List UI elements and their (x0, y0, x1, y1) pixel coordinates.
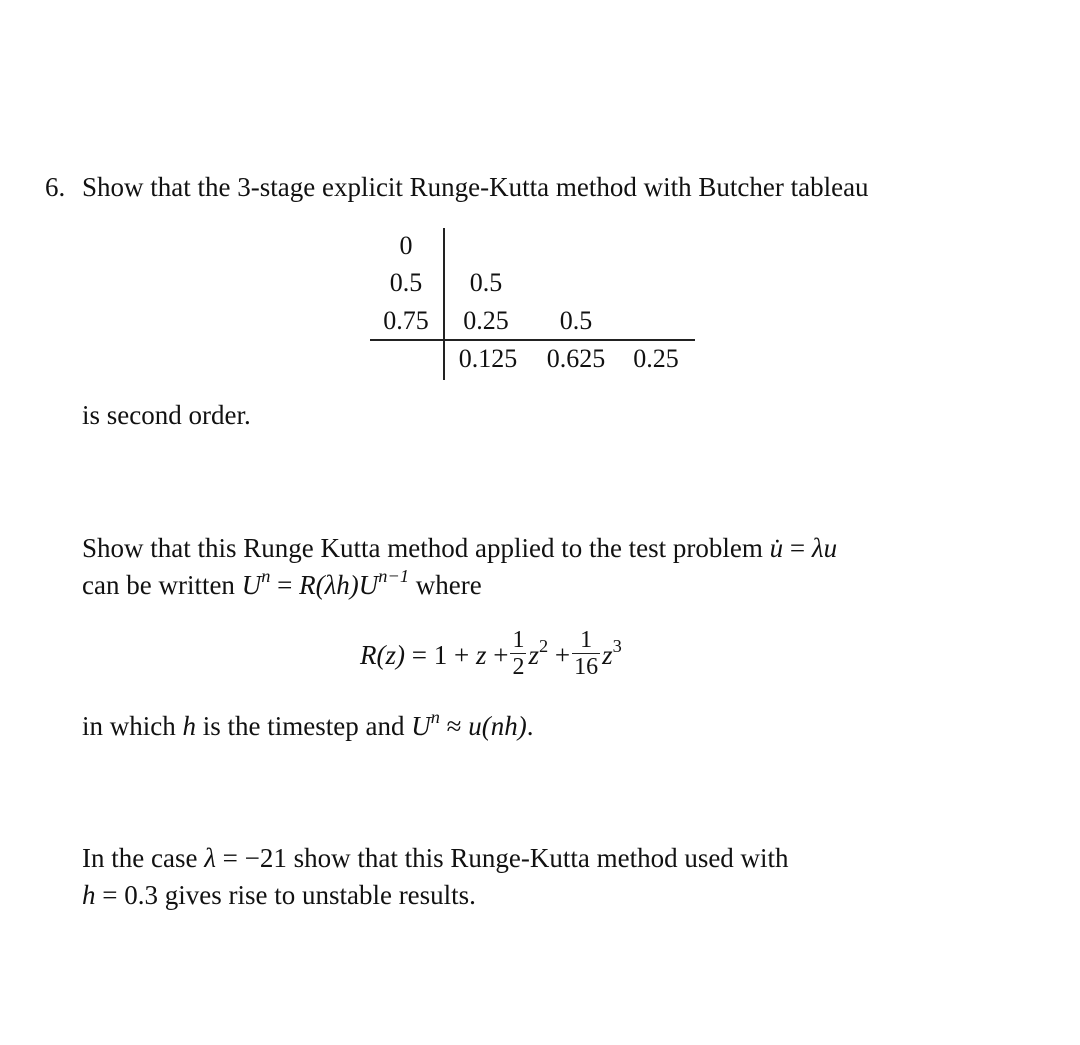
part3-line1 (82, 843, 789, 874)
tableau-a-32: 0.5 (559, 306, 593, 335)
stability-function-formula (360, 628, 622, 684)
u-of-nh: u(nh) (468, 711, 527, 741)
fraction-one-half (510, 627, 526, 680)
tableau-horizontal-rule (370, 339, 695, 341)
formula-lhs: R(z) (360, 640, 405, 670)
formula-z: z (475, 640, 487, 670)
U-superscript-nm1: n−1 (378, 566, 410, 587)
formula-const: 1 + (433, 640, 470, 670)
h-eq: = (102, 880, 118, 910)
part2-line1-text: Show that this Runge Kutta method applied to the test problem (82, 533, 763, 563)
frac1-numerator: 1 (512, 627, 525, 654)
part2-line1 (82, 533, 837, 564)
h-symbol: h (182, 711, 196, 741)
frac1-denominator: 2 (512, 654, 525, 681)
U-symbol: U (241, 570, 262, 600)
formula-plus-2: + (554, 640, 571, 670)
test-problem-eq: = (789, 533, 806, 563)
frac2-numerator: 1 (572, 627, 600, 654)
line3-text-a: in which (82, 711, 176, 741)
part3-text-a: In the case (82, 843, 198, 873)
z3-exponent: 3 (612, 636, 622, 657)
z2-base: z (528, 640, 539, 670)
problem-number: 6. (45, 172, 66, 202)
fraction-one-sixteenth (572, 627, 600, 680)
z2-exponent: 2 (538, 636, 549, 657)
tableau-c-2: 0.5 (389, 268, 423, 297)
R-lambda-h-U: R(λh)U (299, 570, 379, 600)
part2-line2-text: can be written (82, 570, 235, 600)
frac2-denominator: 16 (574, 654, 599, 681)
test-problem-lhs: u̇ (769, 533, 784, 563)
part3-line2-text: gives rise to unstable results. (164, 880, 476, 910)
tableau-b-1: 0.125 (458, 344, 518, 373)
U-superscript: n (261, 566, 271, 587)
butcher-tableau (370, 228, 695, 380)
formula-eq: = (411, 640, 427, 670)
part2-line2 (82, 566, 482, 601)
part3-line2 (82, 880, 476, 911)
tableau-a-31: 0.25 (463, 306, 509, 335)
problem-intro: Show that the 3-stage explicit Runge-Kutta method with Butcher tableau (82, 172, 869, 202)
lambda-eq: = (222, 843, 238, 873)
where-text: where (415, 570, 482, 600)
tableau-a-21: 0.5 (469, 268, 503, 297)
part3-text-b: show that this Runge-Kutta method used with (293, 843, 789, 873)
z3-base: z (602, 640, 613, 670)
lambda-symbol: λ (204, 843, 216, 873)
h-symbol-2: h (82, 880, 96, 910)
equals-sign: = (277, 570, 293, 600)
tableau-vertical-rule (443, 228, 445, 380)
tableau-b-3: 0.25 (633, 344, 679, 373)
h-value: 0.3 (124, 880, 158, 910)
lambda-value: −21 (244, 843, 287, 873)
after-tableau-text: is second order. (82, 400, 251, 430)
formula-plus-1: + (493, 640, 509, 670)
part2-line3 (82, 707, 534, 742)
line3-text-b: is the timestep and (202, 711, 405, 741)
tableau-b-2: 0.625 (546, 344, 606, 373)
Un-superscript: n (430, 707, 440, 728)
tableau-c-3: 0.75 (383, 306, 429, 335)
test-problem-rhs: λu (811, 533, 838, 563)
tableau-c-1: 0 (399, 231, 413, 260)
line3-period: . (526, 711, 534, 741)
Un-symbol: U (411, 711, 431, 741)
approx-sign: ≈ (446, 711, 462, 741)
